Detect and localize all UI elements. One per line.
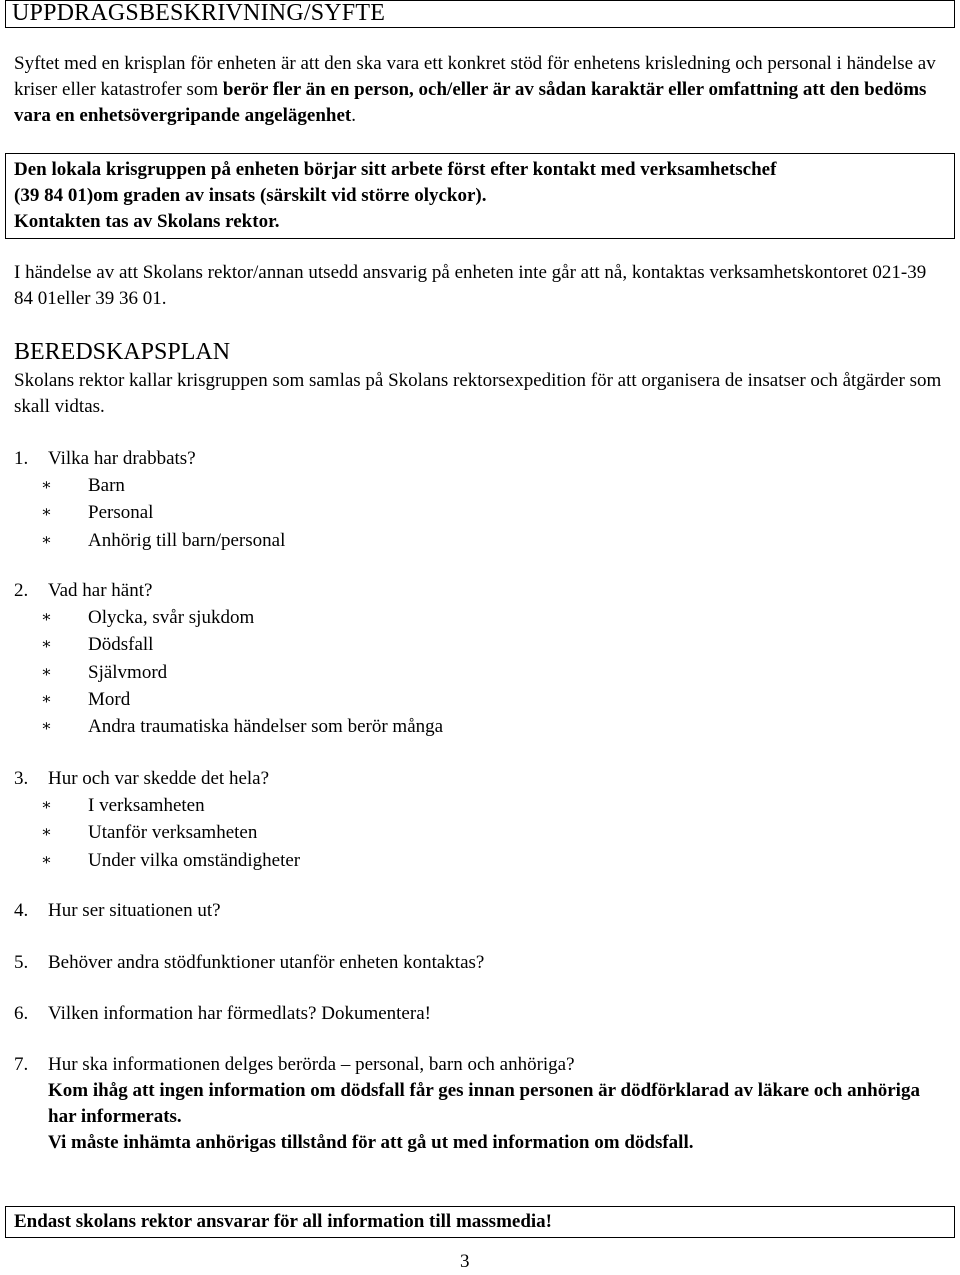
intro-paragraph — [14, 51, 944, 129]
page-number: 3 — [460, 1251, 470, 1272]
list-item: Under vilka omständigheter — [88, 849, 301, 871]
footer-box — [5, 1206, 955, 1238]
question-number: 3. — [14, 768, 29, 789]
bullet-icon: ∗ — [41, 531, 52, 549]
fallback-contact-paragraph: I händelse av att Skolans rektor/annan utsedd ansvarig på enheten inte går att nå, kontaktas verksamhetskontoret 021-39 84 01eller 39 36 01. — [14, 262, 927, 309]
bullet-icon: ∗ — [41, 824, 52, 842]
title-box — [5, 0, 955, 28]
list-item: Självmord — [88, 661, 168, 683]
bullet-icon: ∗ — [41, 609, 52, 627]
page-title: UPPDRAGSBESKRIVNING/SYFTE — [12, 0, 386, 26]
question-text: Vilka har drabbats? — [48, 448, 196, 469]
bullet-icon: ∗ — [41, 663, 52, 681]
contact-box — [5, 153, 955, 239]
bullet-icon: ∗ — [41, 477, 52, 495]
list-item: Personal — [88, 502, 154, 524]
bullet-icon: ∗ — [41, 718, 52, 735]
question-text: Hur ser situationen ut? — [48, 900, 221, 921]
question-number: 2. — [14, 580, 29, 601]
question-text: Hur ska informationen delges berörda – personal, barn och anhöriga? — [48, 1054, 575, 1075]
list-item: Barn — [88, 475, 125, 497]
intro-text-1: Syftet med en krisplan för enheten är att den ska vara ett konkret stöd för enhetens krisledning och personal i händelse av kriser eller katastrofer som — [14, 53, 936, 100]
list-item: Utanför verksamheten — [88, 822, 258, 844]
section-heading: BEREDSKAPSPLAN — [14, 339, 231, 365]
question-text: Vad har hänt? — [48, 580, 153, 601]
list-item: I verksamheten — [88, 795, 205, 817]
bullet-icon: ∗ — [41, 636, 52, 654]
contact-line-1: Den lokala krisgruppen på enheten börjar sitt arbete först efter kontakt med verksamhetschef — [14, 159, 777, 180]
list-item: Mord — [88, 688, 131, 710]
bullet-icon: ∗ — [41, 851, 52, 869]
note-death-info: Kom ihåg att ingen information om dödsfall får ges innan personen är dödförklarad av läkare och anhöriga har informerats. — [48, 1080, 920, 1127]
footer-text: Endast skolans rektor ansvarar för all information till massmedia! — [14, 1211, 553, 1232]
question-number: 5. — [14, 952, 29, 973]
list-item: Dödsfall — [88, 634, 154, 656]
bullet-icon: ∗ — [41, 797, 52, 815]
contact-line-3: Kontakten tas av Skolans rektor. — [14, 211, 280, 232]
bullet-icon: ∗ — [41, 504, 52, 522]
preparedness-paragraph: Skolans rektor kallar krisgruppen som samlas på Skolans rektorsexpedition för att organisera de insatser och åtgärder som skall vidtas. — [14, 370, 942, 417]
question-number: 7. — [14, 1054, 29, 1075]
list-item: Olycka, svår sjukdom — [88, 607, 255, 629]
question-number: 1. — [14, 448, 29, 469]
question-number: 6. — [14, 1003, 29, 1024]
intro-text-end: . — [351, 105, 356, 126]
contact-paragraph — [14, 157, 944, 235]
question-text: Behöver andra stödfunktioner utanför enheten kontaktas? — [48, 952, 485, 973]
contact-line-2: (39 84 01)om graden av insats (särskilt vid större olyckor). — [14, 185, 487, 206]
list-item: Andra traumatiska händelser som berör många — [88, 716, 444, 737]
bullet-icon: ∗ — [41, 690, 52, 708]
question-text: Hur och var skedde det hela? — [48, 768, 270, 789]
question-text: Vilken information har förmedlats? Dokumentera! — [48, 1003, 431, 1024]
note-consent: Vi måste inhämta anhörigas tillstånd för att gå ut med information om dödsfall. — [48, 1132, 694, 1153]
question-number: 4. — [14, 900, 29, 921]
list-item: Anhörig till barn/personal — [88, 529, 286, 551]
intro-text-bold: berör fler än en person, och/eller är av sådan karaktär eller omfattning att den bedöms vara en enhetsövergripande angelägenhet — [14, 79, 927, 126]
